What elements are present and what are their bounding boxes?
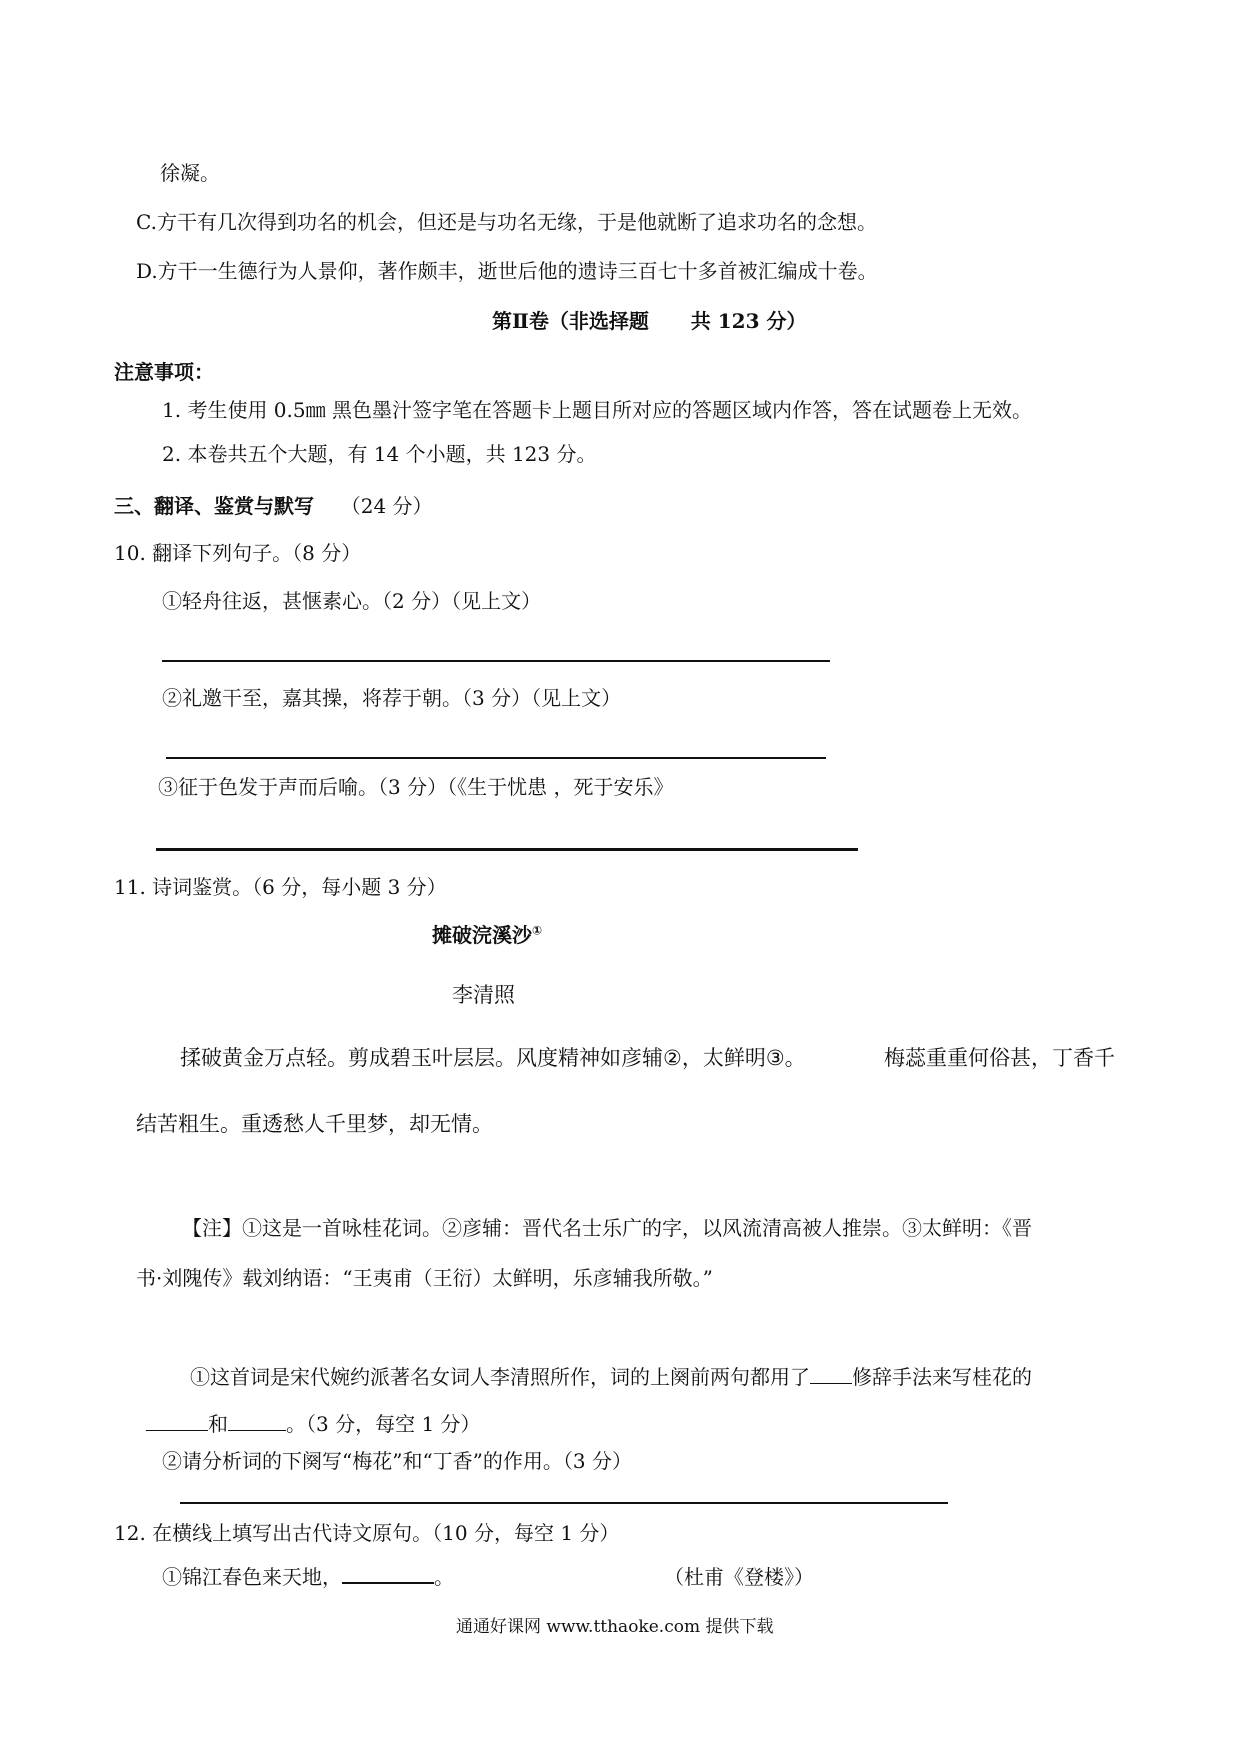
poem-title-text: 摊破浣溪沙 <box>432 923 532 947</box>
notice-heading: 注意事项： <box>114 360 214 384</box>
part2-title-text: 第Ⅱ卷（非选择题 <box>492 309 649 333</box>
q12-item1-text-b: 。 <box>434 1565 454 1589</box>
q12-item-1 <box>162 1567 454 1587</box>
q11-stem: 11. 诗词鉴赏。（6 分，每小题 3 分） <box>114 875 447 899</box>
q11-sub1-text-c: 和 <box>208 1412 228 1436</box>
notice-item-2: 2. 本卷共五个大题，有 14 个小题，共 123 分。 <box>162 442 597 466</box>
q10-stem: 10. 翻译下列句子。（8 分） <box>114 541 362 565</box>
q11-sub1-text-b: 修辞手法来写桂花的 <box>852 1365 1032 1389</box>
q12-item1-blank[interactable] <box>342 1582 434 1584</box>
q10-item-2: ②礼邀干至，嘉其操，将荐于朝。（3 分）（见上文） <box>162 686 622 710</box>
poem-notes-line-1: 【注】①这是一首咏桂花词。②彦辅：晋代名士乐广的字，以风流清高被人推崇。③太鲜明：《晋 <box>182 1216 1032 1240</box>
poem-title-footnote-mark: ① <box>532 923 543 938</box>
section3-heading <box>114 496 433 516</box>
page-footer: 通通好课网 www.tthaoke.com 提供下载 <box>456 1617 774 1637</box>
section3-title: 三、翻译、鉴赏与默写 <box>114 494 314 518</box>
poem-title <box>432 925 542 945</box>
option-c: C.方干有几次得到功名的机会，但还是与功名无缘，于是他就断了追求功名的念想。 <box>136 210 877 234</box>
poem-line-2: 结苦粗生。重透愁人千里梦，却无情。 <box>136 1112 493 1136</box>
q11-sub1-text-a: ①这首词是宋代婉约派著名女词人李清照所作，词的上阕前两句都用了 <box>190 1365 810 1389</box>
q11-sub1-line-2 <box>146 1414 481 1434</box>
poet-name: 李清照 <box>452 983 515 1007</box>
q11-sub1-text-d: 。（3 分，每空 1 分） <box>286 1412 481 1436</box>
q10-answer-line-2[interactable] <box>166 757 826 759</box>
part2-title <box>492 311 806 331</box>
q12-item1-text-a: ①锦江春色来天地， <box>162 1565 342 1589</box>
q11-sub1-blank-2[interactable] <box>146 1430 208 1431</box>
q12-item1-source: （杜甫《登楼》） <box>664 1565 814 1589</box>
poem-line-1: 揉破黄金万点轻。剪成碧玉叶层层。风度精神如彦辅②，太鲜明③。 <box>180 1046 806 1070</box>
q10-answer-line-1[interactable] <box>162 660 830 662</box>
q10-item-3: ③征于色发于声而后喻。（3 分）（《生于忧患 ，死于安乐》 <box>158 775 674 799</box>
q12-stem: 12. 在横线上填写出古代诗文原句。（10 分，每空 1 分） <box>114 1521 620 1545</box>
q11-sub2: ②请分析词的下阕写“梅花”和“丁香”的作用。（3 分） <box>162 1449 632 1473</box>
option-d: D.方干一生德行为人景仰，著作颇丰，逝世后他的遗诗三百七十多首被汇编成十卷。 <box>136 259 878 283</box>
q11-sub1-blank-1[interactable] <box>810 1383 852 1384</box>
q10-item-1: ①轻舟往返，甚惬素心。（2 分）（见上文） <box>162 589 542 613</box>
notice-item-1: 1. 考生使用 0.5㎜ 黑色墨汁签字笔在答题卡上题目所对应的答题区域内作答，答在试题卷上无效。 <box>162 398 1032 422</box>
q11-sub1-blank-3[interactable] <box>228 1430 286 1431</box>
prev-option-tail: 徐凝。 <box>160 161 220 185</box>
part2-score: 共 123 分） <box>690 309 807 333</box>
section3-score: （24 分） <box>340 494 433 518</box>
poem-line-1b: 梅蕊重重何俗甚，丁香千 <box>884 1046 1115 1070</box>
q11-answer-line[interactable] <box>180 1502 948 1504</box>
q11-sub1-line-1 <box>190 1367 1032 1387</box>
poem-notes-line-2: 书·刘隗传》载刘纳语：“王夷甫（王衍）太鲜明，乐彦辅我所敬。” <box>136 1266 713 1290</box>
q10-answer-line-3[interactable] <box>156 848 858 851</box>
